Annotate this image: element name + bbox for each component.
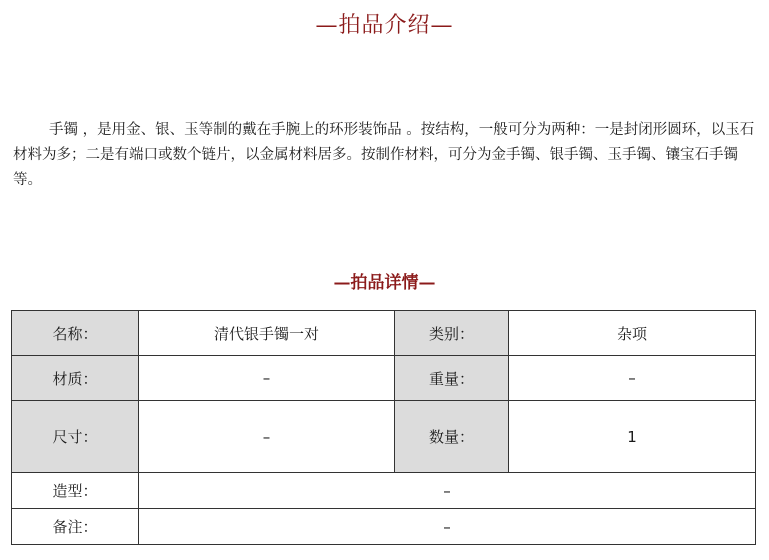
weight-label: 重量：: [395, 356, 509, 401]
table-row: [12, 356, 756, 401]
weight-value: –: [509, 356, 756, 401]
material-label: 材质：: [12, 356, 139, 401]
size-value: –: [139, 401, 395, 473]
table-row: [12, 473, 756, 509]
shape-label: 造型：: [12, 473, 139, 509]
quantity-label: 数量：: [395, 401, 509, 473]
intro-paragraph: 手镯 ，是用金、银、玉等制的戴在手腕上的环形装饰品 。按结构，一般可分为两种：一是封闭形圆环，以玉石材料为多；二是有端口或数个链片，以金属材料居多。按制作材料，可分为金手镯、银手镯、玉手镯、镶宝石手镯等。: [13, 122, 755, 188]
name-label: 名称：: [12, 311, 139, 356]
category-value: 杂项: [509, 311, 756, 356]
shape-value: –: [139, 473, 756, 509]
details-section-title: —拍品详情—: [333, 273, 436, 293]
table-row: [12, 311, 756, 356]
table-row: [12, 401, 756, 473]
table-row: [12, 509, 756, 545]
remarks-label: 备注：: [12, 509, 139, 545]
name-value: 清代银手镯一对: [139, 311, 395, 356]
size-label: 尺寸：: [12, 401, 139, 473]
remarks-value: –: [139, 509, 756, 545]
category-label: 类别：: [395, 311, 509, 356]
material-value: –: [139, 356, 395, 401]
intro-section-title: —拍品介绍—: [315, 13, 454, 38]
details-table: [11, 310, 756, 545]
quantity-value: 1: [509, 401, 756, 473]
